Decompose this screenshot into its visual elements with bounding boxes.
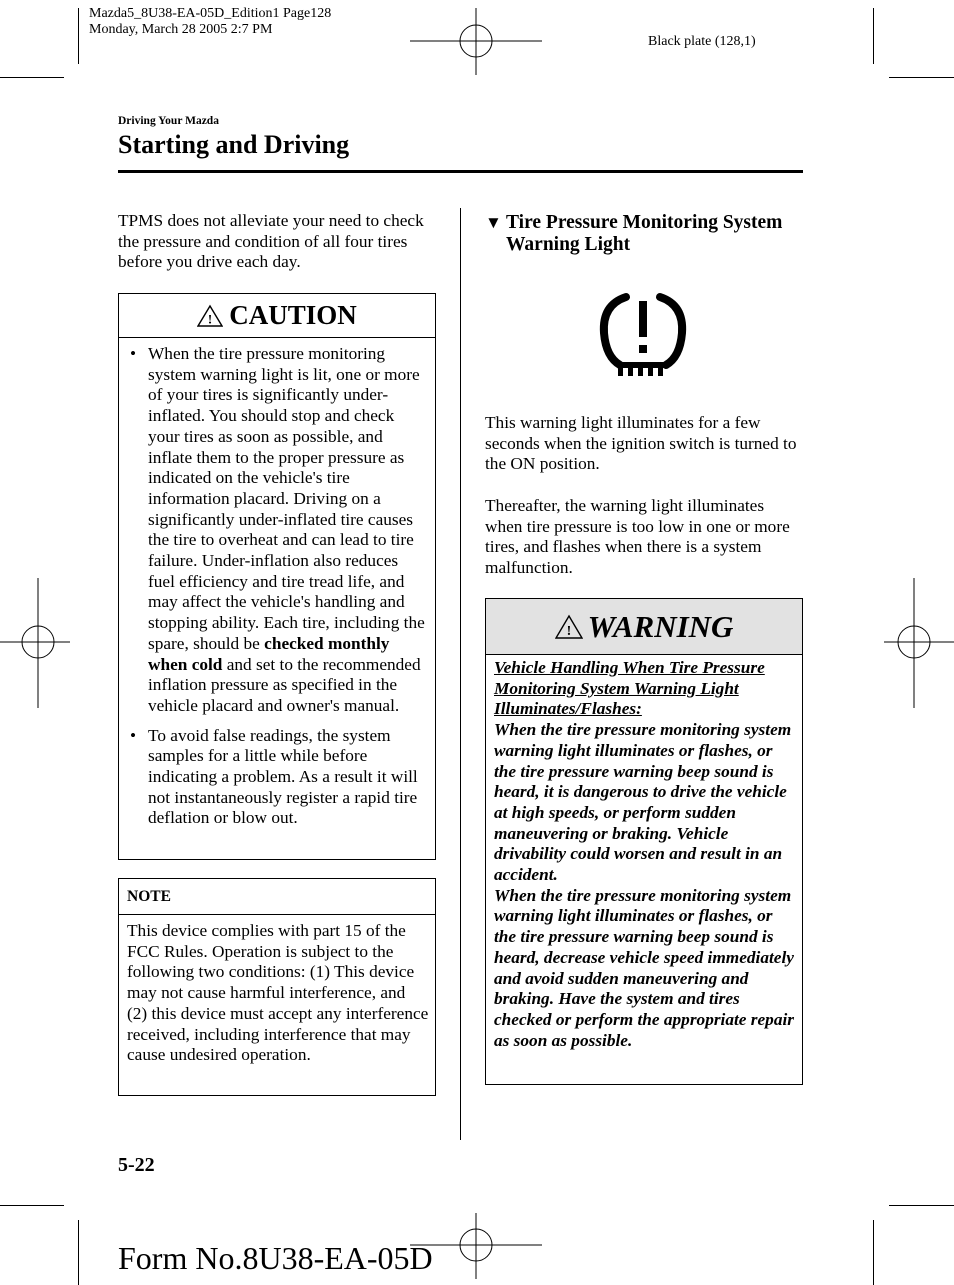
column-divider: [460, 208, 461, 1140]
title-rule: [118, 170, 803, 173]
triangle-marker-icon: ▼: [485, 213, 502, 232]
caution-bullet-2-text: To avoid false readings, the system samples for a little while before indicating a problem. As a result it will not instantaneously register a rapid tire deflation or blow out.: [148, 725, 418, 828]
page-number: 5-22: [118, 1154, 155, 1176]
page-title: Starting and Driving: [118, 130, 350, 159]
note-text: This device complies with part 15 of the FCC Rules. Operation is subject to the following two conditions: (1) This device may not cause harmful interference, and (2) this device must accept any interference received, including interference that may cause undesired operation.: [127, 921, 429, 1065]
caution-header: [119, 294, 435, 338]
crop-mark: [78, 8, 79, 64]
caution-title: CAUTION: [229, 300, 357, 330]
crop-mark: [78, 1220, 79, 1285]
section-label: Driving Your Mazda: [118, 115, 219, 127]
warning-title: WARNING: [587, 608, 734, 644]
caution-triangle-icon: [197, 304, 223, 327]
caution-bullet-2: [119, 726, 429, 830]
bullet-icon: •: [130, 344, 137, 363]
caution-bullet-1-text-a: When the tire pressure monitoring system warning light is lit, one or more of your tires is significantly under-inflated. You should stop and check your tires as soon as possible, and inflate them to the proper pressure as indicated on the vehicle's tire information placard. Driving on a significantly under-inflated tire causes the tire to overheat and can lead to tire failure. Under-inflation also reduces fuel efficiency and tire tread life, and may affect the vehicle's handling and stopping ability. Each tire, including the spare, should be: [148, 344, 425, 653]
registration-target-icon: [884, 578, 954, 708]
caution-triangle-glyph: !: [208, 311, 213, 327]
registration-target-icon: [0, 578, 70, 708]
crop-mark: [873, 1220, 874, 1285]
warning-text-1: When the tire pressure monitoring system warning light illuminates or flashes, or the tire pressure warning beep sound is heard, it is dangerous to drive the vehicle at high speeds, or perform sudden maneuvering or braking. Vehicle drivability could worsen and result in an accident.: [494, 720, 792, 885]
print-header-plate: Black plate (128,1): [648, 34, 756, 49]
tpms-warning-icon: [596, 291, 690, 379]
caution-bullet-1-bold: checked monthly when cold: [148, 633, 390, 674]
form-number: Form No.8U38-EA-05D: [118, 1240, 433, 1276]
warning-box: [485, 598, 803, 1085]
warning-light-paragraph-1: This warning light illuminates for a few seconds when the ignition switch is turned to the ON position.: [485, 413, 797, 474]
bullet-icon: •: [130, 725, 137, 745]
intro-paragraph: TPMS does not alleviate your need to check the pressure and condition of all four tires before you drive each day.: [118, 211, 424, 272]
note-title: NOTE: [119, 879, 435, 915]
crop-mark: [889, 77, 954, 78]
print-header-file: Mazda5_8U38-EA-05D_Edition1 Page128: [89, 6, 332, 21]
print-header-date: Monday, March 28 2005 2:7 PM: [89, 22, 273, 37]
registration-target-icon: [410, 5, 542, 75]
warning-triangle-icon: [555, 614, 583, 639]
warning-text-2: When the tire pressure monitoring system warning light illuminates or flashes, or the tire pressure warning beep sound is heard, decrease vehicle speed immediately and avoid sudden maneuvering and braking. Have the system and tires checked or perform the appropriate repair as soon as possible.: [494, 885, 794, 1050]
crop-mark: [0, 1205, 64, 1206]
note-box: [118, 878, 436, 1096]
warning-light-paragraph-2: Thereafter, the warning light illuminates when tire pressure is too low in one or more tires, and flashes when there is a system malfunction.: [485, 496, 790, 578]
warning-header: [486, 599, 802, 655]
tpms-heading-text: Tire Pressure Monitoring System Warning Light: [506, 212, 783, 255]
caution-bullet-1-text-b: and set to the recommended inflation pressure as specified in the vehicle placard and owner's manual.: [148, 654, 421, 715]
crop-mark: [873, 8, 874, 64]
caution-bullet-1: [119, 344, 429, 717]
warning-subheading: Vehicle Handling When Tire Pressure Monitoring System Warning Light Illuminates/Flashes:: [494, 658, 765, 719]
warning-body: [486, 655, 802, 1051]
warning-triangle-glyph: !: [566, 624, 571, 639]
crop-mark: [889, 1205, 954, 1206]
caution-body: [119, 338, 435, 829]
caution-box: [118, 293, 436, 860]
tpms-heading: [485, 212, 805, 256]
crop-mark: [0, 77, 64, 78]
